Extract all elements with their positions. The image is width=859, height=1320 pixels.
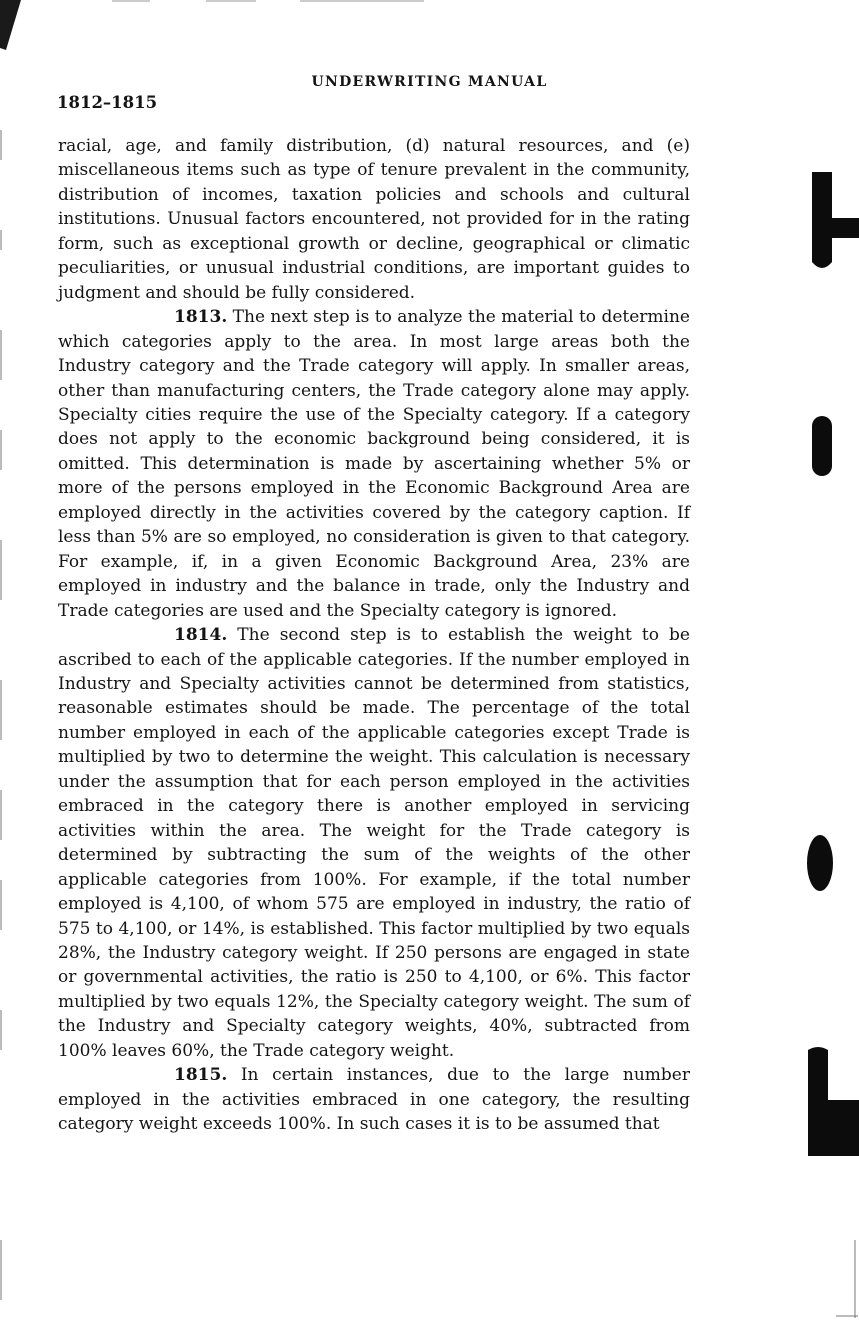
paragraph-1814-text: The second step is to establish the weight to be ascribed to each of the applicable categories. If the number employed in Industry and Specialty activities cannot be determined from statistics, reasonable estimates should be made. The percentage of the total number employed in each of the applicable categories except Trade is multiplied by two to determine the weight. This calculation is necessary under the assumption that for each person employed in the activities embraced in the category there is another employed in servicing activities within the area. The weight for the Trade category is determined by subtracting the sum of the weights of the other applicable categories from 100%. For example, if the total number employed is 4,100, of whom 575 are employed in industry, the ratio of 575 to 4,100, or 14%, is established. This factor multiplied by two equals 28%, the Industry category weight. If 250 persons are engaged in state or governmental activities, the ratio is 250 to 4,100, or 6%. This factor multiplied by two equals 12%, the Specialty category weight. The sum of the Industry and Specialty category weights, 40%, subtracted from 100% leaves 60%, the Trade category weight. [58, 625, 690, 1061]
punch-mark-top [812, 172, 859, 268]
paragraph-continued: racial, age, and family distribution, (d) natural resources, and (e) miscellaneous items such as type of tenure prevalent in the community, distribution of incomes, taxation policies and schools and cultural institutions. Unusual factors encountered, not provided for in the rating form, such as exceptional growth or decline, geographical or climatic peculiarities, or unusual industrial conditions, are important guides to judgment and should be fully considered. [58, 136, 690, 303]
section-number-1813: 1813. [174, 307, 228, 328]
paragraph-1813-text: The next step is to analyze the material to determine which categories apply to the area. In most large areas both the Industry category and the Trade category will apply. In smaller areas, other than manufacturing centers, the Trade category alone may apply. Specialty cities require the use of the Specialty category. If a category does not apply to the economic background being considered, it is omitted. This determination is made by ascertaining whether 5% or more of the persons employed in the Economic Background Area are employed directly in the activities covered by the category caption. If less than 5% are so employed, no consideration is given to that category. For example, if, in a given Economic Background Area, 23% are employed in industry and the balance in trade, only the Industry and Trade categories are used and the Specialty category is ignored. [58, 307, 690, 621]
punch-mark-bottom [808, 1047, 859, 1156]
punch-mark-lower-mid [807, 835, 833, 891]
punch-mark-upper-mid [812, 416, 832, 476]
section-range: 1812–1815 [57, 93, 158, 112]
paragraph-1815-text: In certain instances, due to the large number employed in the activities embraced in one category, the resulting category weight exceeds 100%. In such cases it is to be assumed that [58, 1065, 690, 1135]
section-number-1815: 1815. [174, 1065, 228, 1086]
section-number-1814: 1814. [174, 625, 228, 646]
running-header: UNDERWRITING MANUAL [311, 74, 548, 90]
